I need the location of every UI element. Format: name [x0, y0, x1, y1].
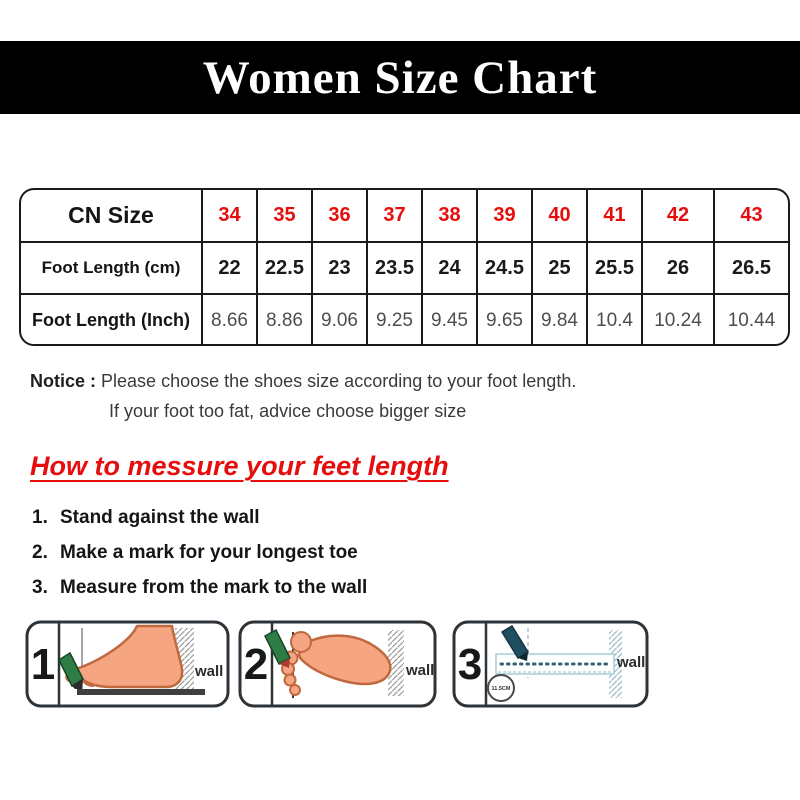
page-title: Women Size Chart [202, 51, 598, 104]
measure-step-2-panel [238, 620, 437, 708]
cm-value-cell: 25 [532, 242, 587, 294]
cm-value-cell: 25.5 [587, 242, 642, 294]
cn-size-cell: 40 [532, 190, 587, 242]
title-banner [0, 41, 800, 114]
cn-size-cell: 37 [367, 190, 422, 242]
inch-value-cell: 9.65 [477, 294, 532, 346]
measurement-circle [488, 675, 514, 701]
step-text: Make a mark for your longest toe [60, 542, 358, 563]
size-table [21, 190, 788, 346]
measurement-value: 11.5CM [491, 686, 511, 692]
cm-value-cell: 24.5 [477, 242, 532, 294]
panel-number: 3 [457, 640, 483, 689]
cm-value-cell: 22.5 [257, 242, 312, 294]
cn-size-cell: 34 [202, 190, 257, 242]
table-row-foot-length-inch [21, 294, 788, 346]
cm-value-cell: 22 [202, 242, 257, 294]
wall-label: wall [195, 663, 224, 680]
list-item [32, 542, 367, 564]
notice-label: Notice : [30, 371, 97, 391]
cm-value-cell: 23.5 [367, 242, 422, 294]
cn-size-cell: 36 [312, 190, 367, 242]
cm-value-cell: 24 [422, 242, 477, 294]
notice-text-2: If your foot too fat, advice choose bigger size [109, 401, 467, 421]
inch-value-cell: 9.25 [367, 294, 422, 346]
measure-guide-heading: How to messure your feet length [30, 451, 449, 481]
notice-block [30, 366, 576, 426]
table-row-foot-length-cm [21, 242, 788, 294]
cm-value-cell: 23 [312, 242, 367, 294]
floor-line [77, 689, 205, 695]
wall-label: wall [406, 662, 435, 679]
cn-size-cell: 35 [257, 190, 312, 242]
row-label-foot-length-inch: Foot Length (Inch) [21, 294, 202, 346]
wall-label: wall [617, 654, 646, 671]
notice-line1 [30, 366, 576, 396]
cm-value-cell: 26 [642, 242, 714, 294]
measure-ruler [496, 654, 614, 674]
notice-text-1: Please choose the shoes size according to your foot length. [101, 371, 577, 391]
cn-size-cell: 38 [422, 190, 477, 242]
step-number: 1. [32, 507, 48, 528]
measure-step-3-panel [452, 620, 649, 708]
inch-value-cell: 8.86 [257, 294, 312, 346]
step-text: Stand against the wall [60, 507, 260, 528]
list-item [32, 577, 367, 599]
inch-value-cell: 10.24 [642, 294, 714, 346]
step-number: 2. [32, 542, 48, 563]
cm-value-cell: 26.5 [714, 242, 788, 294]
cn-size-cell: 42 [642, 190, 714, 242]
panel-number: 1 [30, 640, 56, 689]
inch-value-cell: 8.66 [202, 294, 257, 346]
cn-size-cell: 41 [587, 190, 642, 242]
step-number: 3. [32, 577, 48, 598]
list-item [32, 507, 367, 529]
cn-size-cell: 39 [477, 190, 532, 242]
step-text: Measure from the mark to the wall [60, 577, 368, 598]
inch-value-cell: 9.84 [532, 294, 587, 346]
panel-number: 2 [243, 640, 269, 689]
cn-size-cell: 43 [714, 190, 788, 242]
inch-value-cell: 10.4 [587, 294, 642, 346]
table-row-cn-size [21, 190, 788, 242]
row-label-foot-length-cm: Foot Length (cm) [21, 242, 202, 294]
inch-value-cell: 9.06 [312, 294, 367, 346]
row-label-cn-size: CN Size [21, 190, 202, 242]
measure-steps-list [32, 507, 367, 612]
size-chart-table [19, 188, 790, 346]
inch-value-cell: 10.44 [714, 294, 788, 346]
measure-step-1-panel [25, 620, 230, 708]
inch-value-cell: 9.45 [422, 294, 477, 346]
